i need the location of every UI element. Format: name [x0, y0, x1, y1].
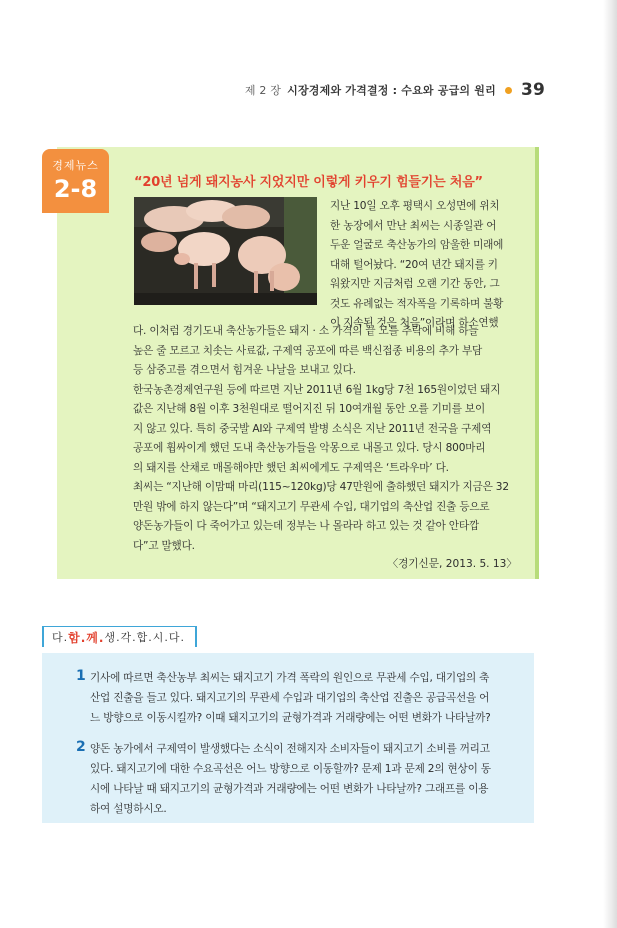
news-body-full: [133, 322, 523, 556]
text-line: 다”고 말했다.: [133, 539, 195, 552]
tab-suffix: 생.각.합.시.다.: [104, 631, 186, 644]
text-line: 것도 유례없는 적자폭을 기록하며 불황: [330, 297, 504, 310]
news-badge: [42, 149, 109, 213]
text-line: 두운 얼굴로 축산농가의 암울한 미래에: [330, 239, 504, 251]
question-number: 2: [76, 739, 86, 755]
news-headline: “20년 넘게 돼지농사 지었지만 이렇게 키우기 힘들기는 처음”: [134, 175, 483, 190]
text-line: 다. 이처럼 경기도내 축산농가들은 돼지 · 소 가격의 끝 모를 추락에 비해 하늘: [133, 325, 479, 337]
tab-highlight-1: 함.: [68, 630, 87, 645]
text-line: 지 않고 있다. 특히 중국발 AI와 구제역 발병 소식은 지난 2011년 전국을 구제역: [133, 422, 492, 435]
text-line: 값은 지난해 8월 이후 3천원대로 떨어지진 뒤 10여개월 동안 오를 기미를 보이: [133, 403, 485, 415]
text-line: 시에 나타날 때 돼지고기의 균형가격과 거래량에는 어떤 변화가 나타날까? 그래프를 이용: [90, 783, 489, 795]
bullet-dot-icon: [505, 87, 512, 94]
text-line: 양돈농가들이 다 죽어가고 있는데 정부는 나 몰라라 하고 있는 것 같아 안타깝: [133, 520, 479, 532]
news-source: 〈경기신문, 2013. 5. 13〉: [387, 558, 517, 570]
question-text: [90, 668, 520, 728]
text-line: 최씨는 “지난해 이맘때 마리(115~120kg)당 47만원에 출하했던 돼지가 지금은 32: [133, 481, 509, 493]
page-edge: [603, 0, 617, 928]
tab-highlight-2: 께.: [86, 630, 105, 645]
text-line: 느 방향으로 이동시킬까? 이때 돼지고기의 균형가격과 거래량에는 어떤 변화가 나타날까?: [90, 712, 491, 724]
text-line: 높은 줄 모르고 치솟는 사료값, 구제역 공포에 따른 백신접종 비용의 추가 부담: [133, 344, 483, 357]
text-line: 한 농장에서 만난 최씨는 시종일관 어: [330, 219, 497, 232]
text-line: 있다. 돼지고기에 대한 수요곡선은 어느 방향으로 이동할까? 문제 1과 문제 2의 현상이 동: [90, 763, 491, 775]
text-line: 산업 진출을 들고 있다. 돼지고기의 무관세 수입과 대기업의 축산업 진출은 공급곡선을 어: [90, 692, 490, 704]
question-number: 1: [76, 668, 86, 684]
running-header: [245, 80, 545, 100]
text-line: 한국농촌경제연구원 등에 따르면 지난 2011년 6월 1kg당 7천 165원이었던 돼지: [133, 383, 501, 396]
news-body-wrap: [330, 197, 520, 334]
text-line: 의 돼지를 산채로 매몰해야만 했던 최씨에게도 구제역은 ‘트라우마’ 다.: [133, 461, 449, 474]
badge-number: 2-8: [53, 175, 98, 203]
question-text: [90, 739, 520, 819]
pigs-photo-drawing: [134, 197, 317, 305]
text-line: 이 지속된 것은 처음”이라며 하소연했: [330, 317, 499, 329]
text-line: 기사에 따르면 축산농부 최씨는 돼지고기 가격 폭락의 원인으로 무관세 수입, 대기업의 축: [90, 672, 490, 684]
text-line: 지난 10일 오후 평택시 오성면에 위치: [330, 200, 500, 212]
text-line: 만원 밖에 하지 않는다”며 “돼지고기 무관세 수입, 대기업의 축산업 진출 등으로: [133, 500, 490, 513]
pigs-photo-icon: [134, 197, 317, 305]
chapter-title: 시장경제와 가격결정 : 수요와 공급의 원리: [287, 84, 496, 97]
text-line: 하여 설명하시오.: [90, 803, 167, 815]
page-number: 39: [520, 80, 545, 100]
text-line: 대해 털어놨다. “20여 년간 돼지를 키: [330, 258, 498, 271]
tab-corner: [189, 626, 197, 647]
tab-prefix: 다.: [52, 631, 69, 644]
text-line: 등 삼중고를 겪으면서 힘겨운 나날을 보내고 있다.: [133, 364, 356, 376]
text-line: 양돈 농가에서 구제역이 발생했다는 소식이 전해지자 소비자들이 돼지고기 소비를 꺼리고: [90, 743, 490, 755]
text-line: 공포에 휩싸이게 했던 도내 축산농가들을 악몽으로 내몰고 있다. 당시 800마리: [133, 442, 486, 454]
badge-label: 경제뉴스: [52, 159, 99, 172]
think-together-tab: [42, 626, 193, 647]
text-line: 워왔지만 지금처럼 오랜 기간 동안, 그: [330, 278, 500, 290]
chapter-label: 제 2 장: [244, 84, 282, 97]
